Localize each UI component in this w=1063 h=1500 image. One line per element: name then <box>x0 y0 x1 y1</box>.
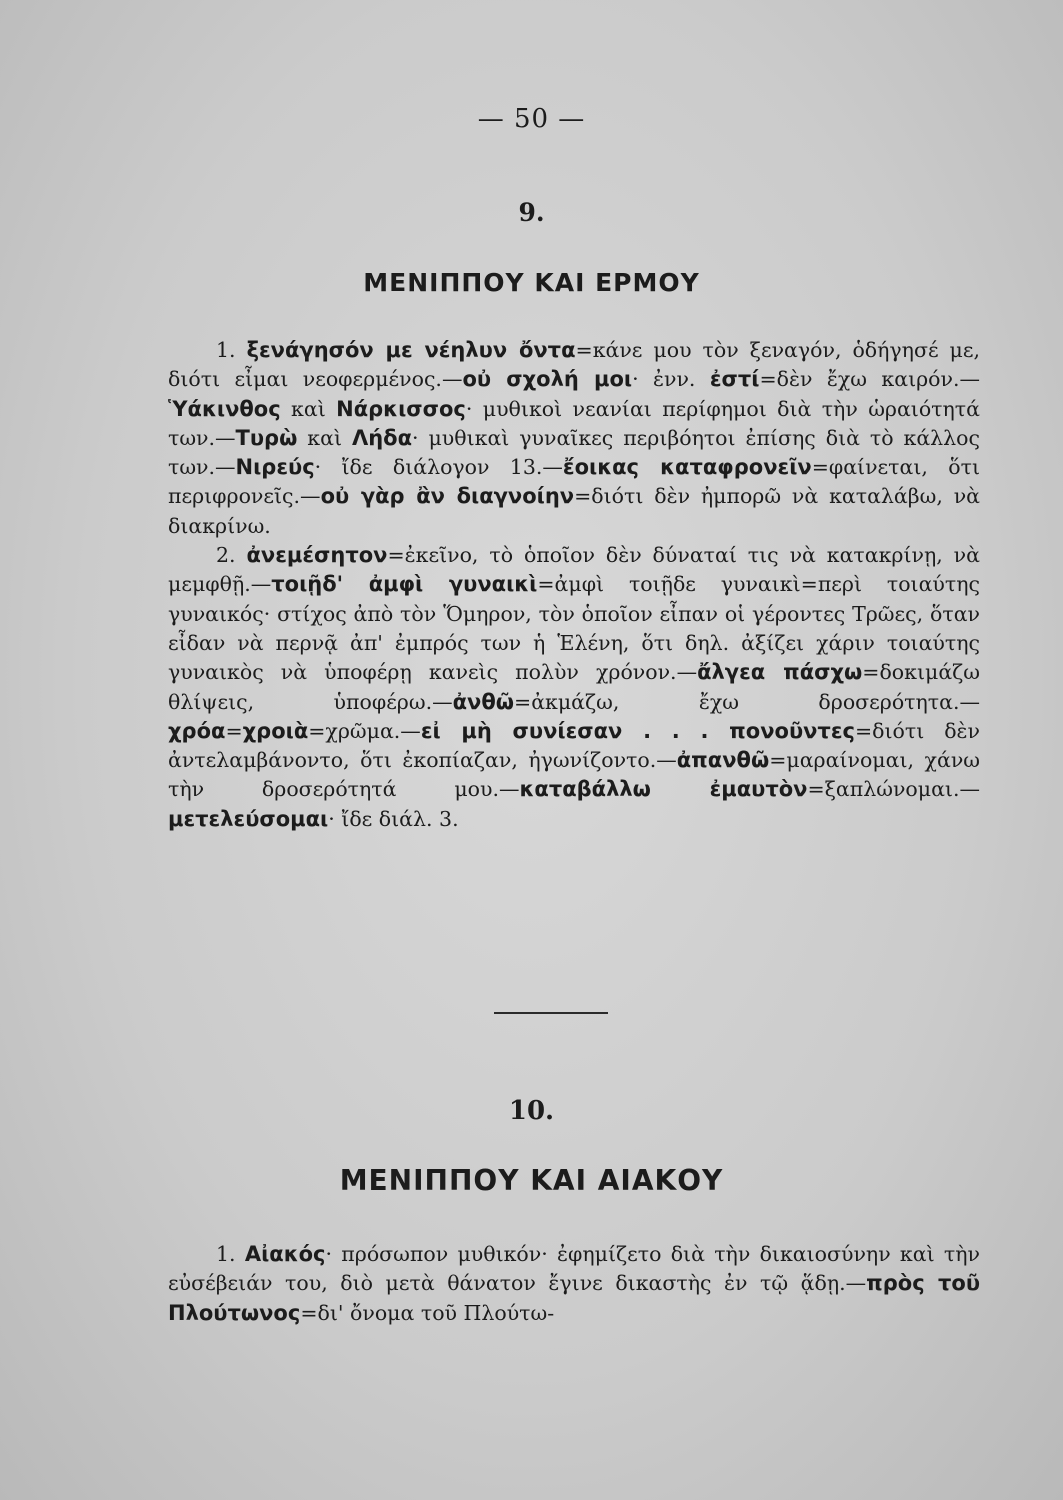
lemma: χρόα <box>168 718 226 743</box>
gloss-text: =κάνε μου τὸν ξεναγόν, ὁδήγησέ με, διότι εἶμαι νεοφερμένος.— <box>168 338 981 392</box>
gloss-text: =δι' ὄνομα τοῦ Πλούτω- <box>300 1300 555 1325</box>
gloss-text: =ξαπλώνομαι.— <box>807 777 980 802</box>
section-number: 9. <box>518 198 545 227</box>
paragraph <box>168 541 980 834</box>
lemma: τοιῇδ' ἀμφὶ γυναικὶ <box>271 572 538 597</box>
lemma: Νιρεύς <box>235 455 315 480</box>
lemma: Αἰακός <box>244 1242 326 1266</box>
gloss-text: · ἴδε διάλ. 3. <box>328 806 459 831</box>
lemma: Νάρκισσος <box>336 396 466 421</box>
lemma: οὐ γὰρ ἂν διαγνοίην <box>320 484 575 509</box>
lemma: ἔοικας καταφρονεῖν <box>562 455 812 480</box>
section-body <box>168 1240 980 1328</box>
section-title: ΜΕΝΙΠΠΟΥ ΚΑΙ ΕΡΜΟΥ <box>363 268 700 297</box>
lemma: πρὸς τοῦ Πλούτωνος <box>168 1271 980 1325</box>
gloss-text: =ἀκμάζω, ἔχω δροσερότητα.— <box>514 689 980 714</box>
gloss-text: =μαραίνομαι, χάνω τὴν δροσερότητά μου.— <box>168 748 980 802</box>
paragraph <box>168 1240 980 1328</box>
gloss-text: 1. <box>216 338 247 362</box>
gloss-text: 2. <box>216 543 247 568</box>
gloss-text: =ἀμφὶ τοιῇδε γυναικὶ=περὶ τοιαύτης γυναικός· στίχος ἀπὸ τὸν Ὅμηρον, τὸν ὁποῖον εἶπαν οἱ γέροντες Τρῶες, ὅταν εἶδαν νὰ περνᾷ ἀπ' ἐμπρός των ἡ Ἑλένη, ὅτι δηλ. ἀξίζει χάριν τοιαύτης γυναικὸς νὰ ὑποφέρῃ κανεὶς πολὺν χρόνον.— <box>168 572 980 685</box>
lemma: ἀπανθῶ <box>676 748 770 773</box>
gloss-text: · ἐνν. <box>632 367 710 392</box>
section-divider <box>494 1012 608 1014</box>
gloss-text: =χρῶμα.— <box>308 718 421 743</box>
gloss-text: καὶ <box>297 425 352 450</box>
gloss-text: 1. <box>216 1242 245 1266</box>
gloss-text: · μυθικοὶ νεανίαι περίφημοι διὰ τὴν ὡραιότητά των.— <box>168 396 980 450</box>
gloss-text: = <box>225 718 243 743</box>
lemma: ἄλγεα πάσχω <box>697 660 863 685</box>
gloss-text: =ἐκεῖνο, τὸ ὁποῖον δὲν δύναταί τις νὰ κατακρίνῃ, νὰ μεμφθῇ.— <box>168 543 980 597</box>
gloss-text: · μυθικαὶ γυναῖκες περιβόητοι ἐπίσης διὰ τὸ κάλλος των.— <box>168 425 980 480</box>
lemma: ἀνθῶ <box>452 689 515 714</box>
lemma: Τυρὼ <box>235 425 298 450</box>
gloss-text: =δὲν ἔχω καιρόν.— <box>759 367 980 392</box>
lemma: μετελεύσομαι <box>168 806 329 831</box>
page-number: — 50 — <box>477 104 586 134</box>
section-body <box>168 336 980 834</box>
lemma: ξενάγησόν με νέηλυν ὄντα <box>246 338 576 362</box>
lemma: οὐ σχολή μοι <box>462 367 633 392</box>
gloss-text: · ἴδε διάλογον 13.— <box>314 455 563 480</box>
paragraph <box>168 336 980 541</box>
section-number: 10. <box>508 1096 555 1126</box>
gloss-text: · πρόσωπον μυθικόν· ἐφημίζετο διὰ τὴν δικαιοσύνην καὶ τὴν εὐσέβειάν του, διὸ μετὰ θάνατον ἔγινε δικαστὴς ἐν τῷ ᾅδῃ.— <box>168 1242 980 1296</box>
lemma: χροιὰ <box>242 718 309 743</box>
gloss-text: καὶ <box>280 396 337 421</box>
gloss-text: =δοκιμάζω θλίψεις, ὑποφέρω.— <box>168 660 980 714</box>
lemma: εἰ μὴ συνίεσαν . . . πονοῦντες <box>420 718 855 743</box>
gloss-text: =διότι δὲν ἀντελαμβάνοντο, ὅτι ἐκοπίαζαν, ἠγωνίζοντο.— <box>168 718 980 773</box>
lemma: Λήδα <box>351 425 412 450</box>
lemma: ἐστί <box>709 367 760 392</box>
lemma: καταβάλλω ἐμαυτὸν <box>519 777 808 802</box>
gloss-text: =διότι δὲν ἠμπορῶ νὰ καταλάβω, νὰ διακρίνω. <box>168 484 980 538</box>
lemma: ἀνεμέσητον <box>246 543 388 568</box>
lemma: Ὑάκινθος <box>168 396 281 421</box>
section-title: ΜΕΝΙΠΠΟΥ ΚΑΙ ΑΙΑΚΟΥ <box>339 1164 724 1197</box>
gloss-text: =φαίνεται, ὅτι περιφρονεῖς.— <box>168 455 980 509</box>
